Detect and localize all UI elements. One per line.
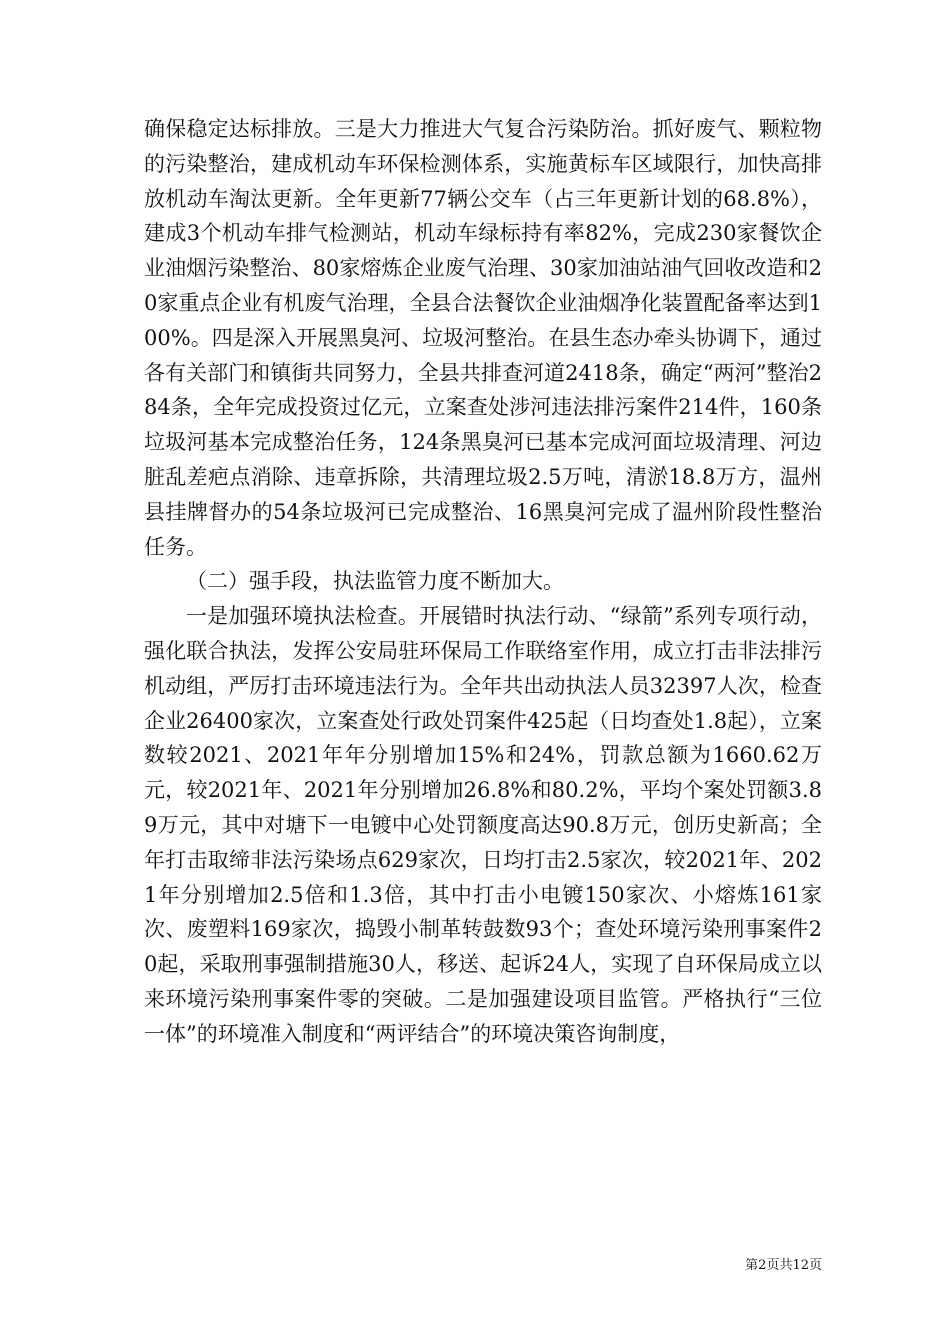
section-heading-enforcement: （二）强手段，执法监管力度不断加大。 xyxy=(186,569,564,594)
paragraph-air-and-river-treatment: 确保稳定达标排放。三是大力推进大气复合污染防治。抓好废气、颗粒物的污染整治，建成机动车环保检测体系，实施黄标车区域限行，加快高排放机动车淘汰更新。全年更新77辆公交车（占三年更新计划的68.8%），建成3个机动车排气检测站，机动车绿标持有率82%，完成230家餐饮企业油烟污染整治、80家熔炼企业废气治理、30家加油站油气回收改造和20家重点企业有机废气治理，全县合法餐饮企业油烟净化装置配备率达到100%。四是深入开展黑臭河、垃圾河整治。在县生态办牵头协调下，通过各有关部门和镇街共同努力，全县共排查河道2418条，确定“两河”整治284条，全年完成投资过亿元，立案查处涉河违法排污案件214件，160条垃圾河基本完成整治任务，124条黑臭河已基本完成河面垃圾清理、河边脏乱差疤点消除、违章拆除，共清理垃圾2.5万吨，清淤18.8万方，温州县挂牌督办的54条垃圾河已完成整治、16黑臭河完成了温州阶段性整治任务。 xyxy=(144,117,822,559)
document-body xyxy=(144,112,822,1052)
page-number-footer: 第2页共12页 xyxy=(745,1258,822,1273)
paragraph-enforcement-inspection: 一是加强环境执法检查。开展错时执法行动、“绿箭”系列专项行动，强化联合执法，发挥公安局驻环保局工作联络室作用，成立打击非法排污机动组，严厉打击环境违法行为。全年共出动执法人员32397人次，检查企业26400家次，立案查处行政处罚案件425起（日均查处1.8起），立案数较2021、2021年年分别增加15%和24%，罚款总额为1660.62万元，较2021年、2021年分别增加26.8%和80.2%，平均个案处罚额3.89万元，其中对塘下一电镀中心处罚额度高达90.8万元，创历史新高；全年打击取缔非法污染场点629家次，日均打击2.5家次，较2021年、2021年分别增加2.5倍和1.3倍，其中打击小电镀150家次、小熔炼161家次、废塑料169家次，捣毁小制革转鼓数93个；查处环境污染刑事案件20起，采取刑事强制措施30人，移送、起诉24人，实现了自环保局成立以来环境污染刑事案件零的突破。二是加强建设项目监管。严格执行“三位一体”的环境准入制度和“两评结合”的环境决策咨询制度， xyxy=(144,604,823,1046)
